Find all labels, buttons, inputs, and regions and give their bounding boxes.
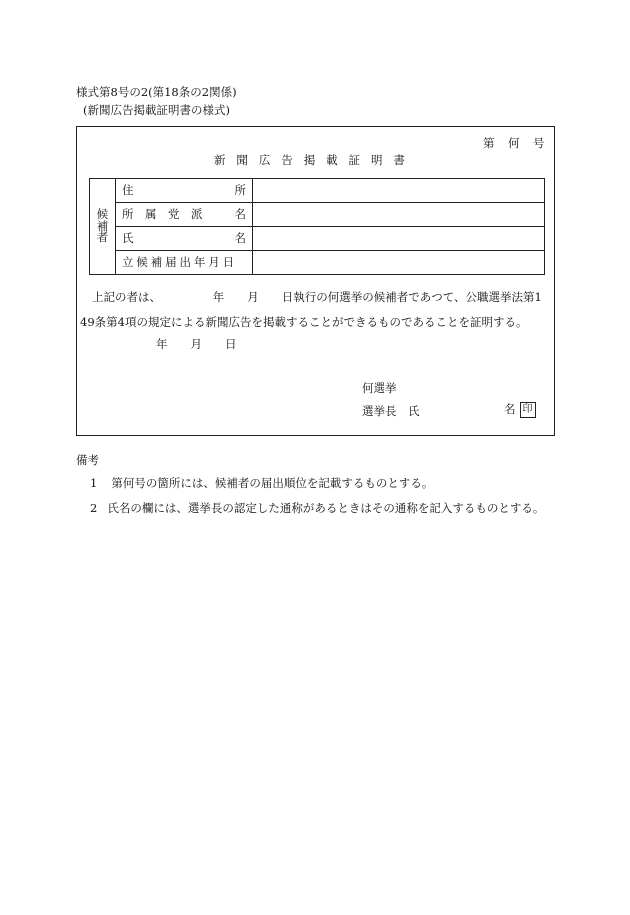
body-line-1: 上記の者は、 年 月 日執行の何選挙の候補者であつて、公職選挙法第1	[92, 290, 542, 304]
party-value[interactable]	[253, 203, 545, 227]
form-number: 様式第8号の2(第18条の2関係)	[76, 85, 237, 99]
certificate-form	[76, 126, 555, 436]
filing-date-label: 立候補届出年月日	[116, 251, 253, 275]
name-value[interactable]	[253, 227, 545, 251]
official-title: 選挙長 氏	[362, 404, 420, 418]
remark-item: 1 第何号の箇所には、候補者の届出順位を記載するものとする。	[90, 476, 434, 490]
date-line: 年 月 日	[156, 337, 237, 351]
name-suffix: 名	[504, 402, 516, 416]
filing-date-value[interactable]	[253, 251, 545, 275]
election-name: 何選挙	[362, 381, 397, 395]
remark-item: 2 氏名の欄には、選挙長の認定した通称があるときはその通称を記入するものとする。	[90, 501, 545, 515]
candidate-label: 候 補 者	[90, 179, 116, 275]
name-label: 氏 名	[116, 227, 253, 251]
official-name-area	[504, 401, 536, 418]
seal-mark: 印	[520, 402, 536, 418]
form-title: (新聞広告掲載証明書の様式)	[83, 103, 230, 117]
certificate-title: 新聞広告掲載証明書	[214, 153, 416, 167]
candidate-table	[89, 178, 545, 275]
address-value[interactable]	[253, 179, 545, 203]
remarks-heading: 備考	[76, 453, 99, 467]
address-label: 住 所	[116, 179, 253, 203]
certificate-number: 第 何 号	[483, 136, 546, 150]
party-label: 所 属 党 派 名	[116, 203, 253, 227]
body-line-2: 49条第4項の規定による新聞広告を掲載することができるものであることを証明する。	[80, 315, 528, 329]
